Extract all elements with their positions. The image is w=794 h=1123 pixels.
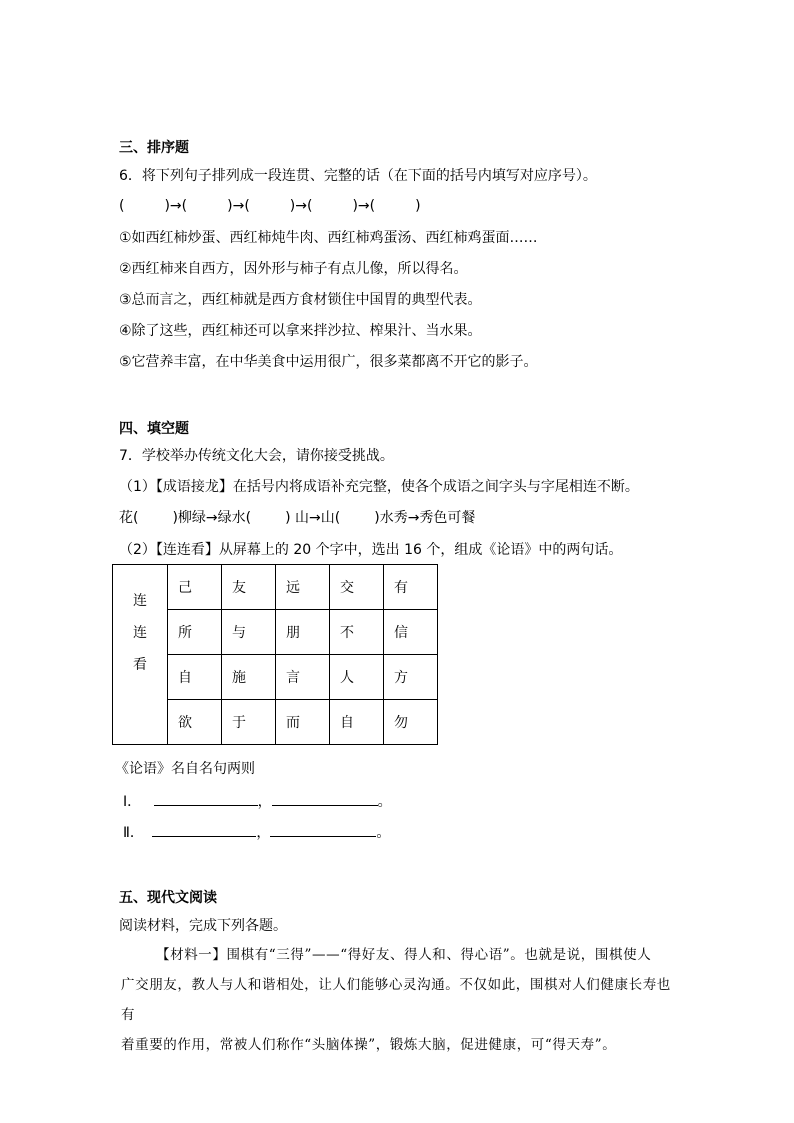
idiom-part-3: ) 山→山( <box>285 510 341 526</box>
grid-header-char: 连 <box>133 625 147 641</box>
material-one <box>121 940 681 1060</box>
question-6: 6．将下列句子排列成一段连贯、完整的话（在下面的括号内填写对应序号）。 <box>119 168 597 184</box>
sequence-arrow-1: )→( <box>164 198 188 214</box>
material-line-2: 广交朋友，教人与人和谐相处，让人们能够心灵沟通。不仅如此，围棋对人们健康长寿也有 <box>121 977 671 1023</box>
grid-cell: 欲 <box>168 700 222 745</box>
answer-blank-1a[interactable] <box>154 791 258 806</box>
grid-cell: 言 <box>276 655 330 700</box>
section5-heading: 五、现代文阅读 <box>119 890 217 906</box>
grid-header-cell <box>113 565 168 745</box>
grid-cell: 方 <box>384 655 438 700</box>
grid-cell: 施 <box>222 655 276 700</box>
grid-cell: 有 <box>384 565 438 610</box>
grid-cell: 自 <box>330 700 384 745</box>
section5-intro: 阅读材料，完成下列各题。 <box>119 918 287 934</box>
answer-label-1: Ⅰ． <box>123 794 142 810</box>
answer-blank-2b[interactable] <box>270 822 376 837</box>
idiom-part-4: )水秀→秀色可餐 <box>374 510 476 526</box>
grid-header-char: 连 <box>133 593 147 609</box>
material-line-3: 着重要的作用，常被人们称作“头脑体操”，锻炼大脑，促进健康，可“得天寿”。 <box>121 1037 617 1053</box>
grid-cell: 朋 <box>276 610 330 655</box>
sequence-arrow-3: )→( <box>289 198 313 214</box>
sentence-1: ①如西红柿炒蛋、西红柿炖牛肉、西红柿鸡蛋汤、西红柿鸡蛋面…… <box>119 230 538 246</box>
sequence-arrow-2: )→( <box>227 198 250 214</box>
grid-cell: 勿 <box>384 700 438 745</box>
answer-label-2: Ⅱ． <box>123 825 144 841</box>
grid-cell: 远 <box>276 565 330 610</box>
answer-line-2 <box>123 822 390 843</box>
answer-period-1: 。 <box>377 794 392 810</box>
grid-cell: 人 <box>330 655 384 700</box>
section3-heading: 三、排序题 <box>119 140 189 156</box>
grid-cell: 于 <box>222 700 276 745</box>
sentence-3: ③总而言之，西红柿就是西方食材锁住中国胃的典型代表。 <box>119 292 482 308</box>
idiom-chain <box>119 508 475 528</box>
idiom-part-2: )柳绿→绿水( <box>172 510 252 526</box>
grid-header-char: 看 <box>133 657 147 673</box>
sequence-blanks <box>119 196 421 216</box>
grid-cell: 友 <box>222 565 276 610</box>
link-grid <box>112 564 438 745</box>
answer-line-1 <box>123 791 392 812</box>
answer-title: 《论语》名自名句两则 <box>115 761 255 777</box>
grid-cell: 信 <box>384 610 438 655</box>
sequence-open: ( <box>119 198 125 214</box>
grid-cell: 而 <box>276 700 330 745</box>
sequence-close: ) <box>415 198 421 214</box>
question-7: 7．学校举办传统文化大会，请你接受挑战。 <box>119 448 394 464</box>
part2-instruction: （2）【连连看】从屏幕上的 20 个字中，选出 16 个，组成《论语》中的两句话。 <box>119 542 623 558</box>
section4-heading: 四、填空题 <box>119 421 189 437</box>
grid-cell: 己 <box>168 565 222 610</box>
sentence-2: ②西红柿来自西方，因外形与柿子有点儿像，所以得名。 <box>119 261 468 277</box>
idiom-part-1: 花( <box>119 510 139 526</box>
material-line-1: 【材料一】围棋有“三得”——“得好友、得人和、得心语”。也就是说，围棋使人 <box>156 947 652 963</box>
sentence-4: ④除了这些，西红柿还可以拿来拌沙拉、榨果汁、当水果。 <box>119 323 482 339</box>
grid-cell: 所 <box>168 610 222 655</box>
answer-blank-2a[interactable] <box>152 822 256 837</box>
answer-period-2: 。 <box>376 825 391 841</box>
sequence-arrow-4: )→( <box>352 198 376 214</box>
grid-cell: 与 <box>222 610 276 655</box>
sentence-5: ⑤它营养丰富，在中华美食中运用很广，很多菜都离不开它的影子。 <box>119 354 538 370</box>
grid-cell: 不 <box>330 610 384 655</box>
part1-instruction: （1）【成语接龙】在括号内将成语补充完整，使各个成语之间字头与字尾相连不断。 <box>119 479 639 495</box>
answer-blank-1b[interactable] <box>272 791 378 806</box>
answer-comma-1: ， <box>257 794 272 810</box>
grid-cell: 自 <box>168 655 222 700</box>
grid-cell: 交 <box>330 565 384 610</box>
answer-comma-2: ， <box>256 825 271 841</box>
